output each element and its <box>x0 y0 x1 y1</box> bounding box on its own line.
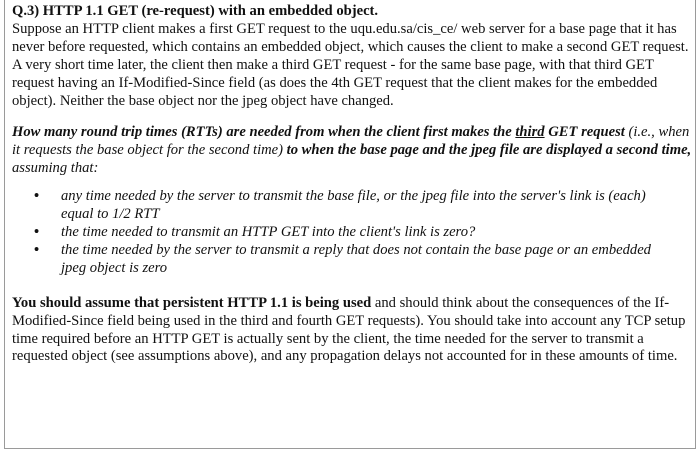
question-title: Q.3) HTTP 1.1 GET (re-request) with an embedded object. <box>12 3 379 19</box>
assumption-bullets <box>12 188 692 278</box>
bullet-item <box>34 241 692 278</box>
question-prompt <box>12 124 692 178</box>
bullet-text: the time needed to transmit an HTTP GET into the client's link is zero? <box>61 223 476 240</box>
bullet-item <box>34 188 692 224</box>
assumption-paragraph <box>12 295 692 367</box>
assumption-bold: You should assume that persistent HTTP 1.1 is being used <box>12 294 372 311</box>
prompt-part3: (i.e., when it requests the base object for the second time) <box>12 124 690 159</box>
prompt-part1: How many round trip times (RTTs) are needed from when the client first makes the <box>12 124 516 141</box>
bullet-dot-icon: • <box>34 223 40 240</box>
prompt-part2: GET request <box>544 124 625 141</box>
prompt-part4: to when the base page and the jpeg file are displayed a second time, <box>283 142 692 159</box>
bullet-text: any time needed by the server to transmit the base file, or the jpeg file into the server's link is (each) equal to 1/2 RTT <box>61 188 646 223</box>
prompt-part5: assuming that: <box>12 160 99 177</box>
question-panel <box>4 0 696 449</box>
assumption-rest: and should think about the consequences of the If-Modified-Since field being used in the third and fourth GET requests). You should take into account any TCP setup time required before an HTTP GET is actually sent by the client, the time needed for the server to transmit a requested object (see assumptions above), and any propagation delays not accounted for in these amounts of time. <box>12 294 686 365</box>
bullet-dot-icon: • <box>34 188 40 205</box>
bullet-item <box>34 223 692 242</box>
bullet-dot-icon: • <box>34 241 40 258</box>
bullet-text: the time needed by the server to transmit a reply that does not contain the base page or an embedded jpeg object is zero <box>61 241 651 276</box>
question-intro: Suppose an HTTP client makes a first GET request to the uqu.edu.sa/cis_ce/ web server for a base page that it has never before requested, which contains an embedded object, which causes the client to make a second GET request. A very short time later, the client then make a third GET request - for the same base page, with that third GET request having an If-Modified-Since field (as does the 4th GET request that the client makes for the embedded object). Neither the base object nor the jpeg object have changed. <box>12 20 689 109</box>
prompt-third-underlined: third <box>515 124 545 141</box>
